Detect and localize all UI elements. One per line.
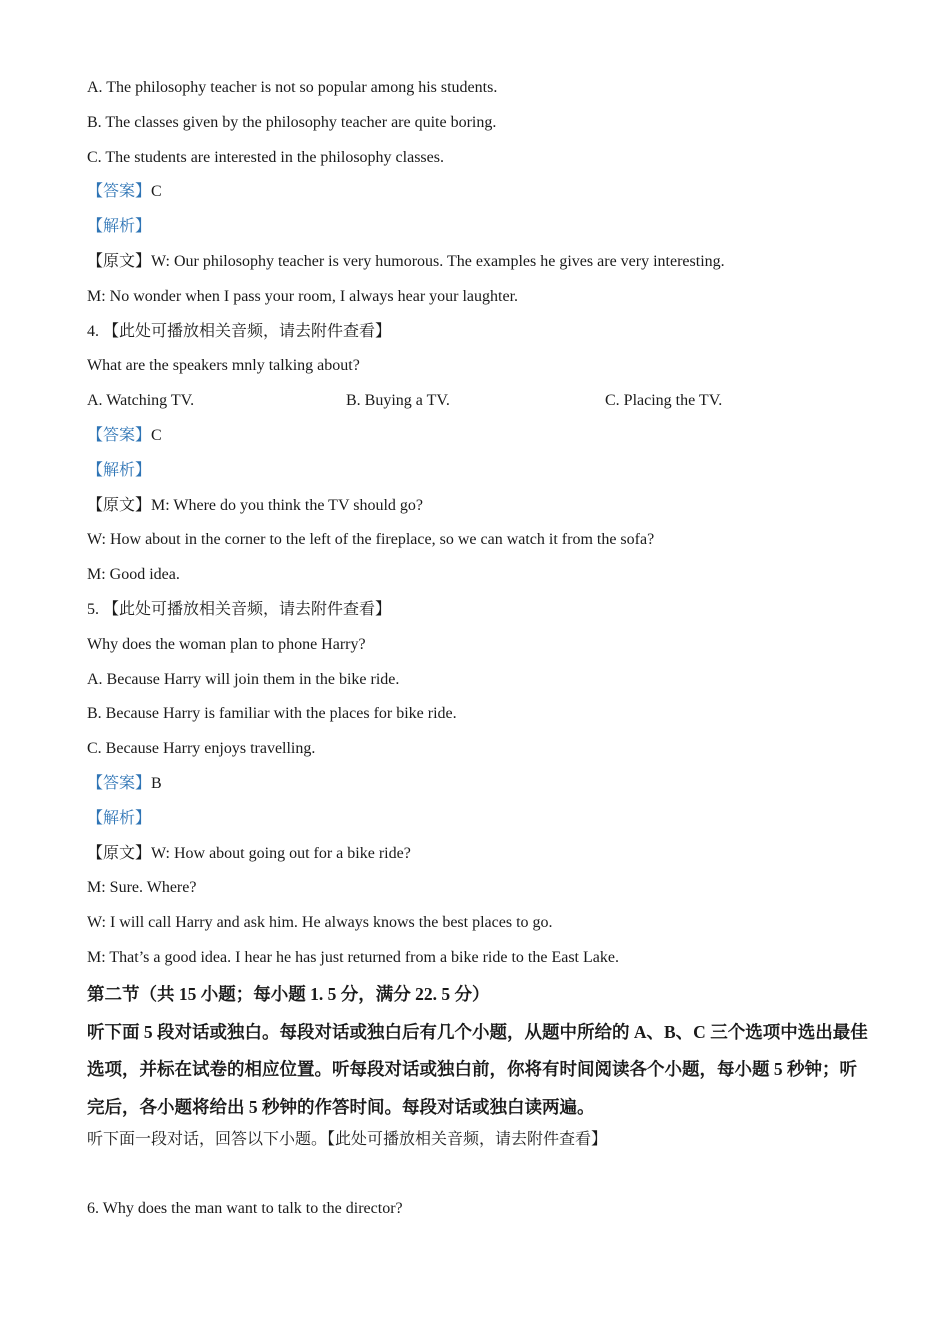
q4-option-b: B. Buying a TV.	[346, 392, 450, 410]
transcript-tag: 【原文】	[87, 844, 152, 862]
answer-tag: 【答案】	[87, 426, 152, 444]
q3-option-c: C. The students are interested in the philosophy classes.	[87, 148, 444, 166]
q5-option-b: B. Because Harry is familiar with the places for bike ride.	[87, 705, 457, 723]
answer-value: B	[151, 774, 162, 792]
blank-line	[87, 1165, 867, 1199]
q4-option-c: C. Placing the TV.	[605, 392, 723, 410]
answer-tag: 【答案】	[87, 183, 152, 201]
q3-transcript-line-2: M: No wonder when I pass your room, I always hear your laughter.	[87, 287, 519, 305]
q4-options	[87, 391, 867, 411]
section-instructions: 听下面 5 段对话或独白。每段对话或独白后有几个小题，从题中所给的 A、B、C 三个选项中选出最佳选项，并标在试卷的相应位置。听每段对话或独白前，你将有时间阅读各个小题，每小题 5 秒钟；听完后，各小题将给出 5 秒钟的作答时间。每段对话或独白读两遍。	[87, 1021, 868, 1117]
q4-transcript-line-3: M: Good idea.	[87, 566, 180, 584]
q5-heading: 5. 【此处可播放相关音频，请去附件查看】	[87, 600, 392, 618]
section-heading: 第二节（共 15 小题；每小题 1. 5 分，满分 22. 5 分）	[87, 983, 490, 1004]
q3-option-a: A. The philosophy teacher is not so popular among his students.	[87, 79, 498, 96]
q6-question: 6. Why does the man want to talk to the director?	[87, 1200, 403, 1218]
section-intro: 听下面一段对话，回答以下小题。【此处可播放相关音频，请去附件查看】	[87, 1131, 608, 1149]
transcript-tag: 【原文】	[87, 496, 152, 514]
q3-answer	[87, 182, 867, 202]
q5-transcript-line-2: M: Sure. Where?	[87, 879, 197, 897]
q4-question: What are the speakers mnly talking about?	[87, 357, 360, 375]
q5-answer	[87, 774, 867, 794]
q4-transcript-line	[87, 496, 867, 516]
q3-option-b: B. The classes given by the philosophy teacher are quite boring.	[87, 113, 497, 131]
q5-analysis-tag: 【解析】	[87, 809, 152, 827]
transcript-text: W: Our philosophy teacher is very humorous. The examples he gives are very interesting.	[151, 252, 725, 270]
q4-option-a: A. Watching TV.	[87, 392, 195, 410]
q3-transcript-line	[87, 252, 867, 272]
q4-analysis-tag: 【解析】	[87, 461, 152, 479]
q5-option-c: C. Because Harry enjoys travelling.	[87, 740, 316, 758]
q4-answer	[87, 426, 867, 446]
q5-transcript-line-3: W: I will call Harry and ask him. He always knows the best places to go.	[87, 914, 553, 932]
document-page	[87, 78, 867, 1234]
answer-value: C	[151, 183, 162, 201]
q4-transcript-line-2: W: How about in the corner to the left of the fireplace, so we can watch it from the sofa?	[87, 531, 655, 549]
q5-transcript-line-4: M: That’s a good idea. I hear he has just returned from a bike ride to the East Lake.	[87, 948, 619, 966]
q3-analysis-tag: 【解析】	[87, 218, 152, 236]
transcript-text: W: How about going out for a bike ride?	[151, 844, 411, 862]
transcript-tag: 【原文】	[87, 252, 152, 270]
answer-value: C	[151, 426, 162, 444]
q5-option-a: A. Because Harry will join them in the bike ride.	[87, 670, 400, 688]
q5-transcript-line	[87, 844, 867, 864]
answer-tag: 【答案】	[87, 774, 152, 792]
q4-heading: 4. 【此处可播放相关音频，请去附件查看】	[87, 322, 392, 340]
transcript-text: M: Where do you think the TV should go?	[151, 496, 423, 514]
q5-question: Why does the woman plan to phone Harry?	[87, 635, 366, 653]
